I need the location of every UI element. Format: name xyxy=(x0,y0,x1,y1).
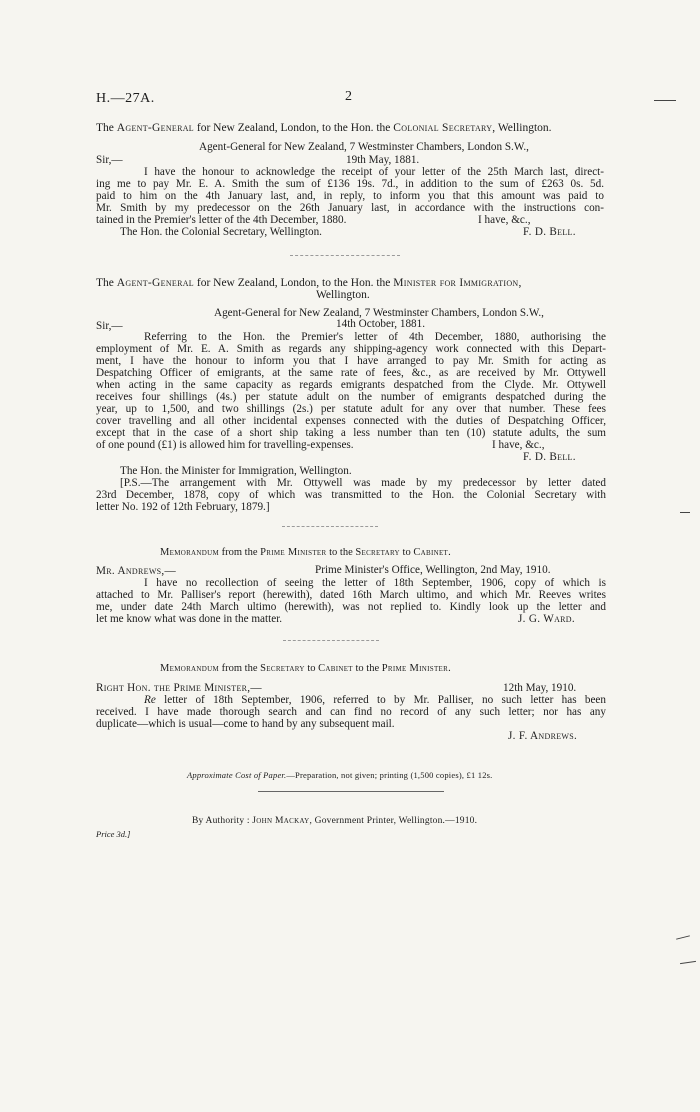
letter1-body-line: paid to him on the 4th January last, and, in reply, to inform you that this amount was paid to xyxy=(96,190,604,202)
margin-mark xyxy=(680,512,690,513)
price-note: Price 3d.] xyxy=(96,829,131,839)
letter1-body-line: tained in the Premier's letter of the 4th December, 1880. xyxy=(96,214,347,226)
letter1-body-line: Mr. Smith by my predecessor on the 26th January last, in accordance with the instructions con- xyxy=(96,202,604,214)
memo2-heading: Memorandum from the Secretary to Cabinet to the Prime Minister. xyxy=(160,663,451,674)
cost-note: Approximate Cost of Paper.—Preparation, not given; printing (1,500 copies), £1 12s. xyxy=(187,770,493,780)
memo1-place-date: Prime Minister's Office, Wellington, 2nd May, 1910. xyxy=(315,564,551,576)
page-number: 2 xyxy=(345,89,352,104)
letter2-body-line: cover travelling and all other incidental expenses connected with the duties of Despatching Officer, xyxy=(96,415,606,427)
memo1-body-line: me, under date 24th March ultimo (herewith), was not replied to. Kindly look up the letter and xyxy=(96,601,606,613)
memo2-to: Right Hon. the Prime Minister,— xyxy=(96,682,262,694)
letter1-signature: F. D. Bell. xyxy=(523,226,576,238)
letter2-body-line: ment, I have the honour to inform you that I have arranged to pay Mr. Smith for acting as xyxy=(96,355,606,367)
letter1-addressee: The Hon. the Colonial Secretary, Wellington. xyxy=(120,226,322,238)
letter1-address: Agent-General for New Zealand, 7 Westminster Chambers, London S.W., xyxy=(199,141,529,153)
letter1-date: 19th May, 1881. xyxy=(346,154,420,166)
letter2-body-line: Referring to the Hon. the Premier's letter of 4th December, 1880, authorising the xyxy=(144,331,606,343)
letter2-ps-line: letter No. 192 of 12th February, 1879.] xyxy=(96,501,270,513)
memo2-date: 12th May, 1910. xyxy=(503,682,577,694)
memo2-body-line: duplicate—which is usual—come to hand by any subsequent mail. xyxy=(96,718,395,730)
memo2-body-line: received. I have made thorough search and can find no record of any such letter; nor has any xyxy=(96,706,606,718)
memo1-body-line: attached to Mr. Palliser's report (herewith), dated 16th March ultimo, and which Mr. Reeves writes xyxy=(96,589,606,601)
letter2-ps-line: [P.S.—The arrangement with Mr. Ottywell was made by my predecessor by letter dated xyxy=(120,477,606,489)
memo1-body-line: I have no recollection of seeing the letter of 18th September, 1906, copy of which is xyxy=(144,577,606,589)
memo1-signature: J. G. Ward. xyxy=(518,613,575,625)
letter2-ps-line: 23rd December, 1878, copy of which was transmitted to the Hon. the Colonial Secretary with xyxy=(96,489,606,501)
letter2-body-line: of one pound (£1) is allowed him for travelling-expenses. xyxy=(96,439,354,451)
section-divider xyxy=(290,255,400,256)
margin-mark xyxy=(676,935,690,939)
memo1-to: Mr. Andrews,— xyxy=(96,565,177,577)
letter2-body-line: except that in the case of a short ship taking a less number than ten (10) statute adults, the sum xyxy=(96,427,606,439)
letter2-body-line: Despatching Officer of emigrants, at the same rate of fees, &c., as are received by Mr. Ottywell xyxy=(96,367,606,379)
memo1-body-line: let me know what was done in the matter. xyxy=(96,613,283,625)
letter1-body-line: ing me to pay Mr. E. A. Smith the sum of £136 19s. 7d., in addition to the sum of £263 0s. 5d. xyxy=(96,178,604,190)
margin-mark xyxy=(654,100,676,101)
memo2-signature: J. F. Andrews. xyxy=(508,730,578,742)
letter2-body-line: receives four shillings (4s.) per statute adult on the number of emigrants despatched during the xyxy=(96,391,606,403)
letter2-body-line: year, up to 1,500, and two shillings (2s.) per statute adult for any over that number. These fees xyxy=(96,403,606,415)
section-divider xyxy=(282,526,378,527)
margin-mark xyxy=(680,961,696,964)
letter2-heading: The Agent-General for New Zealand, London, to the Hon. the Minister for Immigration, xyxy=(96,277,522,289)
letter2-heading-line2: Wellington. xyxy=(316,289,370,301)
letter2-addressee: The Hon. the Minister for Immigration, Wellington. xyxy=(120,465,352,477)
letter1-body-line: I have the honour to acknowledge the receipt of your letter of the 25th March last, direct- xyxy=(144,166,604,178)
printer-imprint: By Authority : John Mackay, Government Printer, Wellington.—1910. xyxy=(192,816,478,826)
letter1-closing: I have, &c., xyxy=(478,214,531,226)
letter2-date: 14th October, 1881. xyxy=(336,318,426,330)
footer-rule xyxy=(258,791,444,792)
memo1-heading: Memorandum from the Prime Minister to the Secretary to Cabinet. xyxy=(160,547,451,558)
document-code: H.—27A. xyxy=(96,91,155,106)
letter2-body-line: employment of Mr. E. A. Smith as regards any shipping-agency work connected with this Depart- xyxy=(96,343,606,355)
letter2-closing: I have, &c., xyxy=(492,439,545,451)
letter2-signature: F. D. Bell. xyxy=(523,451,576,463)
section-divider xyxy=(283,640,379,641)
letter2-address: Agent-General for New Zealand, 7 Westminster Chambers, London S.W., xyxy=(214,307,544,319)
letter1-salutation: Sir,— xyxy=(96,154,123,166)
letter2-salutation: Sir,— xyxy=(96,320,123,332)
memo2-body-line: Re letter of 18th September, 1906, referred to by Mr. Palliser, no such letter has been xyxy=(144,694,606,706)
letter1-heading: The Agent-General for New Zealand, London, to the Hon. the Colonial Secretary, Wellington. xyxy=(96,122,552,134)
letter2-body-line: when acting in the same capacity as regards emigrants despatched from the Clyde. Mr. Ottywell xyxy=(96,379,606,391)
